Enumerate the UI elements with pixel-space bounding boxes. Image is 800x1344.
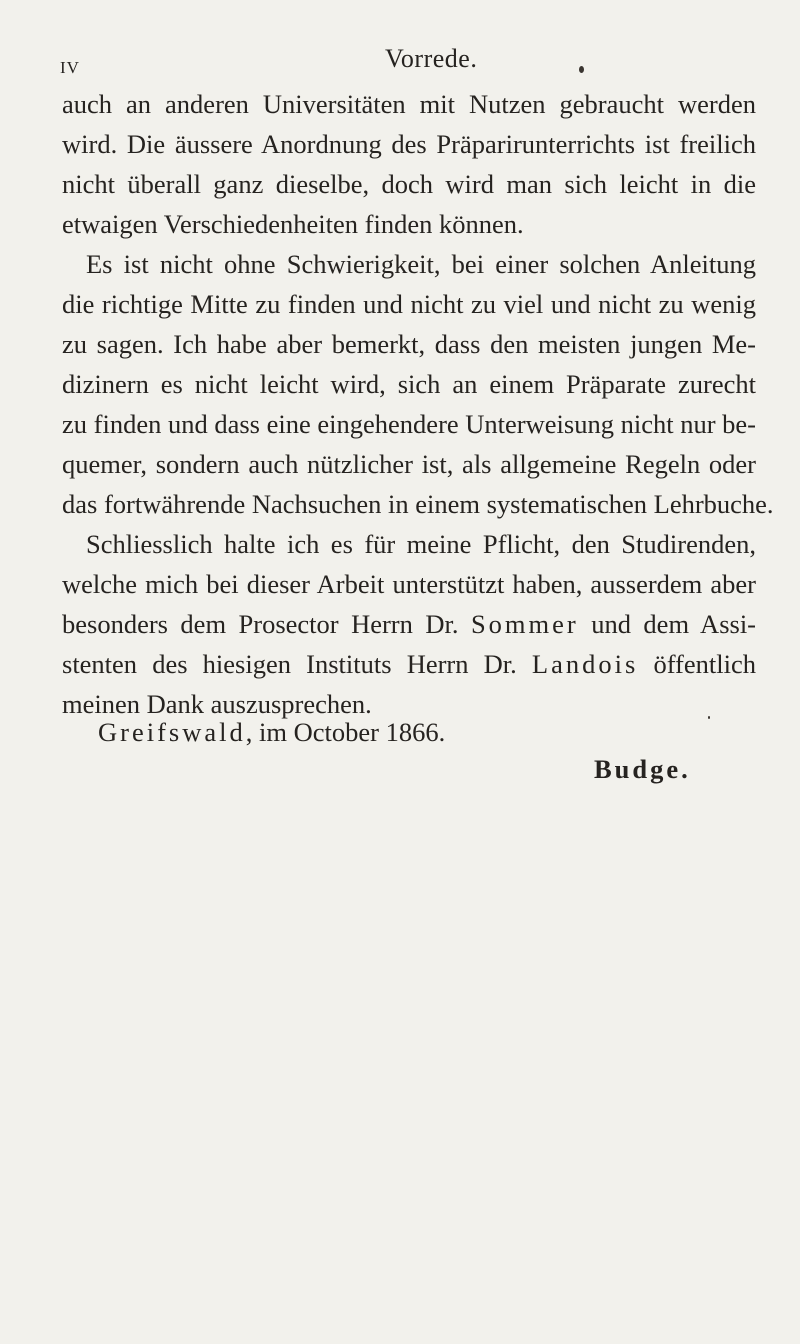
ink-speck <box>579 66 584 73</box>
text-segment: und dem Assi- <box>578 609 757 639</box>
text-line: welche mich bei dieser Arbeit unterstützt haben, ausserdem aber <box>62 569 756 599</box>
text-line: das fortwährende Nachsuchen in einem systematischen Lehrbuche. <box>62 489 774 519</box>
author-signature: Budge. <box>594 754 691 784</box>
text-line: zu finden und dass eine eingehendere Unterweisung nicht nur be- <box>62 409 756 439</box>
text-line: die richtige Mitte zu finden und nicht zu viel und nicht zu wenig <box>62 289 756 319</box>
text-line: wird. Die äussere Anordnung des Präparirunterrichts ist freilich <box>62 129 756 159</box>
text-segment: stenten des hiesigen Instituts Herrn Dr. <box>62 649 532 679</box>
text-line: Schliesslich halte ich es für meine Pflicht, den Studirenden, <box>86 529 756 559</box>
text-line: zu sagen. Ich habe aber bemerkt, dass den meisten jungen Me- <box>62 329 756 359</box>
text-line: dizinern es nicht leicht wird, sich an einem Präparate zurecht <box>62 369 756 399</box>
ink-speck <box>708 716 710 719</box>
preface-text <box>62 84 774 724</box>
text-line: nicht überall ganz dieselbe, doch wird man sich leicht in die <box>62 169 756 199</box>
text-line: Es ist nicht ohne Schwierigkeit, bei einer solchen Anleitung <box>86 249 756 279</box>
date-text: , im October 1866. <box>245 717 446 747</box>
person-name-landois: Landois <box>531 649 639 679</box>
place-and-date <box>98 712 445 752</box>
text-line: auch an anderen Universitäten mit Nutzen gebraucht werden <box>62 89 756 119</box>
page-number: IV <box>60 58 80 77</box>
person-name-sommer: Sommer <box>470 609 579 639</box>
text-segment: besonders dem Prosector Herrn Dr. <box>62 609 471 639</box>
text-segment: öffentlich <box>638 649 756 679</box>
place-name: Greifswald <box>98 717 246 747</box>
text-line: quemer, sondern auch nützlicher ist, als allgemeine Regeln oder <box>62 449 756 479</box>
text-line: meinen Dank auszusprechen. <box>62 689 372 719</box>
text-line <box>62 644 756 684</box>
running-head: Vorrede. <box>385 44 478 73</box>
text-line <box>62 604 756 644</box>
text-line: etwaigen Verschiedenheiten finden können. <box>62 209 524 239</box>
